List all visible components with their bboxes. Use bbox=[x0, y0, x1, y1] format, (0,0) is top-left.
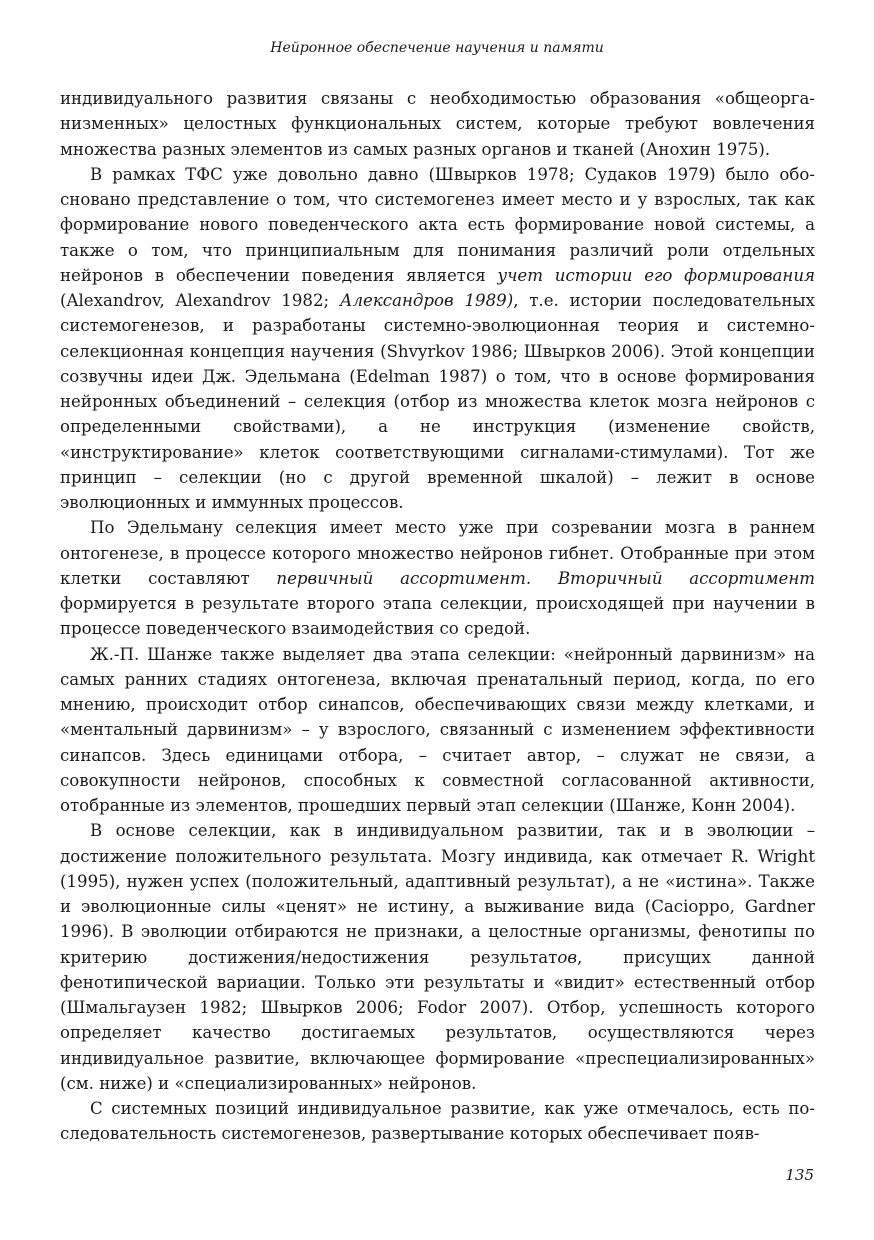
paragraph bbox=[60, 86, 815, 162]
body-text bbox=[60, 86, 815, 1147]
italic-text-segment: ов bbox=[557, 947, 578, 967]
text-segment: Ж.-П. Шанже также выделяет два этапа селекции: «нейронный дарвинизм» на самых ранних стадиях онтогенеза, включая пренатальный период, когда, по его мнению, происходит отбор синапсов, обеспечивающих связи между клетками, и «ментальный дарвинизм» – у взрослого, связанный с изменением эффективности синапсов. Здесь единицами отбора, – считает автор, – служат не связи, а совокупности нейронов, способных к совместной согласованной активности, отобранные из элементов, прошедших первый этап селекции (Шанже, Конн 2004). bbox=[60, 644, 815, 815]
italic-text-segment: учет истории его формирования bbox=[497, 265, 815, 285]
text-segment: формируется в результате второго этапа селекции, происходящей при научении в процессе поведенческого взаимодействия со средой. bbox=[60, 594, 815, 639]
text-segment: , присущих данной фенотипической вариации. Только эти результаты и «видит» естественный отбор (Шмальгаузен 1982; Швырков 2006; Fodor 2007). Отбор, успешность которого определяет качество достигаемых результатов, осуществляются через индивидуальное развитие, включающее формирование «преспециализированных» (см. ниже) и «специализированных» нейронов. bbox=[60, 947, 815, 1093]
paragraph bbox=[60, 162, 815, 516]
italic-text-segment: первичный ассортимент. Вторичный ассортимент bbox=[276, 568, 815, 588]
text-segment: В основе селекции, как в индивидуальном развитии, так и в эволюции – достижение положительного результата. Мозгу индивида, как отмечает R. Wright (1995), нужен успех (положительный, адаптивный результат), а не «истина». Также и эволюционные силы «ценят» не истину, а выживание вида (Cacioppo, Gardner 1996). В эволюции отбираются не признаки, а целостные организмы, фенотипы по критерию достижения/недостижения результат bbox=[60, 821, 815, 967]
text-segment: (Alexandrov, Alexandrov 1982; bbox=[60, 291, 340, 310]
running-header: Нейронное обеспечение научения и памяти bbox=[270, 40, 604, 56]
text-segment: индивидуального развития связаны с необходимостью образования «общеорганизменных» целостных функциональных систем, которые требуют вовлечения множества разных элементов из самых разных органов и тканей (Анохин 1975). bbox=[60, 89, 815, 159]
paragraph bbox=[60, 642, 815, 819]
text-segment: В рамках ТФС уже довольно давно (Швырков 1978; Судаков 1979) было обосновано представление о том, что системогенез имеет место и у взрослых, так как формирование нового поведенческого акта есть формирование новой системы, а также о том, что принципиальным для понимания различий роли отдельных нейронов в обеспечении поведения является bbox=[60, 164, 815, 285]
paragraph bbox=[60, 1096, 815, 1147]
paragraph bbox=[60, 818, 815, 1096]
text-segment: С системных позиций индивидуальное развитие, как уже отмечалось, есть последовательность системогенезов, развертывание которых обеспечивает появ- bbox=[60, 1099, 815, 1144]
text-segment: , т.е. истории последовательных системогенезов, и разработаны системно-эволюционная теория и системно-селекционная концепция научения (Shvyrkov 1986; Швырков 2006). Этой концепции созвучны идеи Дж. Эдельмана (Edelman 1987) о том, что в основе формирования нейронных объединений – селекция (отбор из множества клеток мозга нейронов с определенными свойствами), а не инструкция (изменение свойств, «инструктирование» клеток соответствующими сигналами-стимулами). Тот же принцип – селекции (но с другой временной шкалой) – лежит в основе эволюционных и иммунных процессов. bbox=[60, 291, 815, 512]
page-number: 135 bbox=[785, 1166, 814, 1184]
italic-text-segment: Александров 1989) bbox=[339, 291, 514, 310]
paragraph bbox=[60, 515, 815, 641]
text-segment: По Эдельману селекция имеет место уже при созревании мозга в раннем онтогенезе, в процессе которого множество нейронов гибнет. Отобранные при этом клетки составляют bbox=[60, 518, 815, 588]
